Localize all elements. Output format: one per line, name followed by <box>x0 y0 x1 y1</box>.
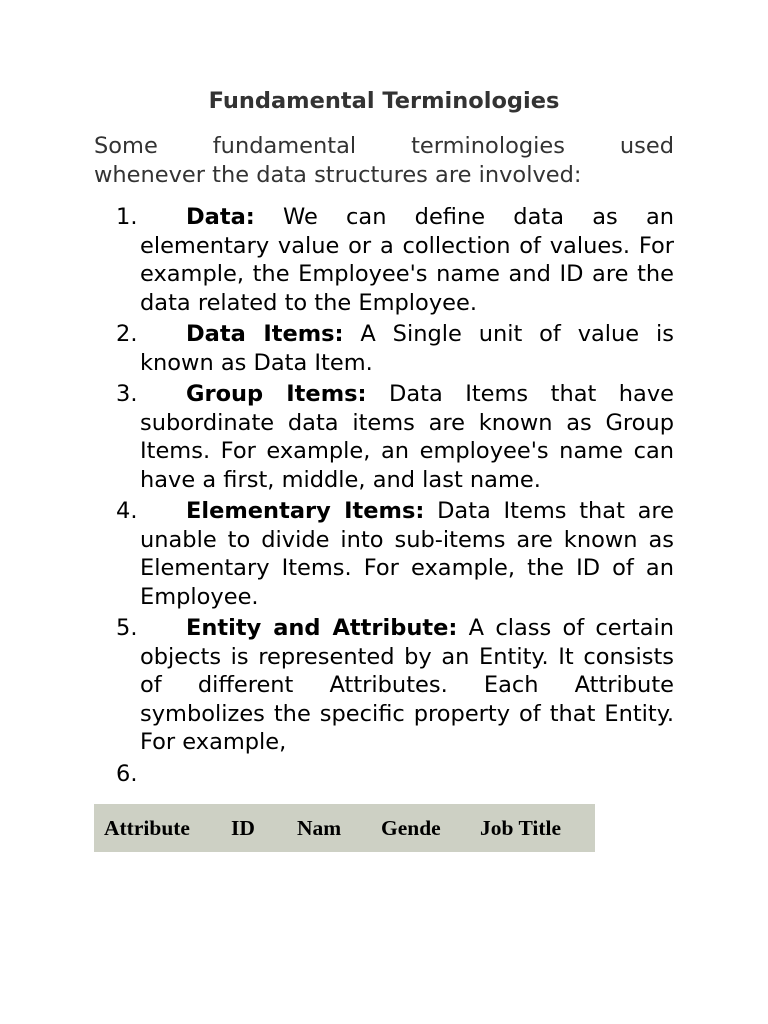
intro-paragraph <box>94 132 674 189</box>
intro-line-2: whenever the data structures are involved: <box>94 161 582 188</box>
list-item <box>94 497 674 611</box>
table-header-cell: Job Title <box>480 815 562 840</box>
list-item <box>94 760 674 789</box>
table-header-cell: Gende <box>381 815 441 840</box>
document-page <box>94 84 674 852</box>
list-item-number: 5. <box>116 615 138 641</box>
list-item <box>94 380 674 494</box>
list-item-number: 4. <box>116 498 138 524</box>
list-item-term: Entity and Attribute: <box>186 615 458 641</box>
list-item <box>94 614 674 757</box>
list-item-text: Data Items that have subordinate data items are known as Group Items. For example, an employee's name can have a first, middle, and last name. <box>140 381 674 493</box>
attribute-table <box>94 804 561 852</box>
list-item <box>94 203 674 317</box>
list-item-text: We can define data as an elementary value or a collection of values. For example, the Employee's name and ID are the data related to the Employee. <box>140 204 674 316</box>
list-item-term: Elementary Items: <box>186 498 425 524</box>
table-header-cell: Nam <box>297 815 342 840</box>
table-header-cell: ID <box>231 815 255 840</box>
intro-line-1: Some fundamental terminologies used <box>94 133 674 159</box>
list-item-text: Data Items that are unable to divide into sub-items are known as Elementary Items. For example, the ID of an Employee. <box>140 498 674 610</box>
terminology-list <box>94 203 674 788</box>
table-header-row <box>94 804 561 852</box>
list-item-number: 2. <box>116 321 138 347</box>
list-item-term: Data Items: <box>186 321 344 347</box>
list-item-term: Data: <box>186 204 255 230</box>
list-item <box>94 320 674 377</box>
list-item-number: 3. <box>116 381 138 407</box>
table-header-cell: Attribute <box>104 815 190 840</box>
list-item-term: Group Items: <box>186 381 367 407</box>
list-item-text: A Single unit of value is known as Data Item. <box>140 321 674 376</box>
list-item-number: 1. <box>116 204 138 230</box>
list-item-number: 6. <box>116 760 138 787</box>
page-title: Fundamental Terminologies <box>208 88 560 114</box>
list-item-text: A class of certain objects is represented by an Entity. It consists of different Attributes. Each Attribute symbolizes the specific property of that Entity. For example, <box>140 615 674 755</box>
attribute-table-header <box>94 804 595 852</box>
